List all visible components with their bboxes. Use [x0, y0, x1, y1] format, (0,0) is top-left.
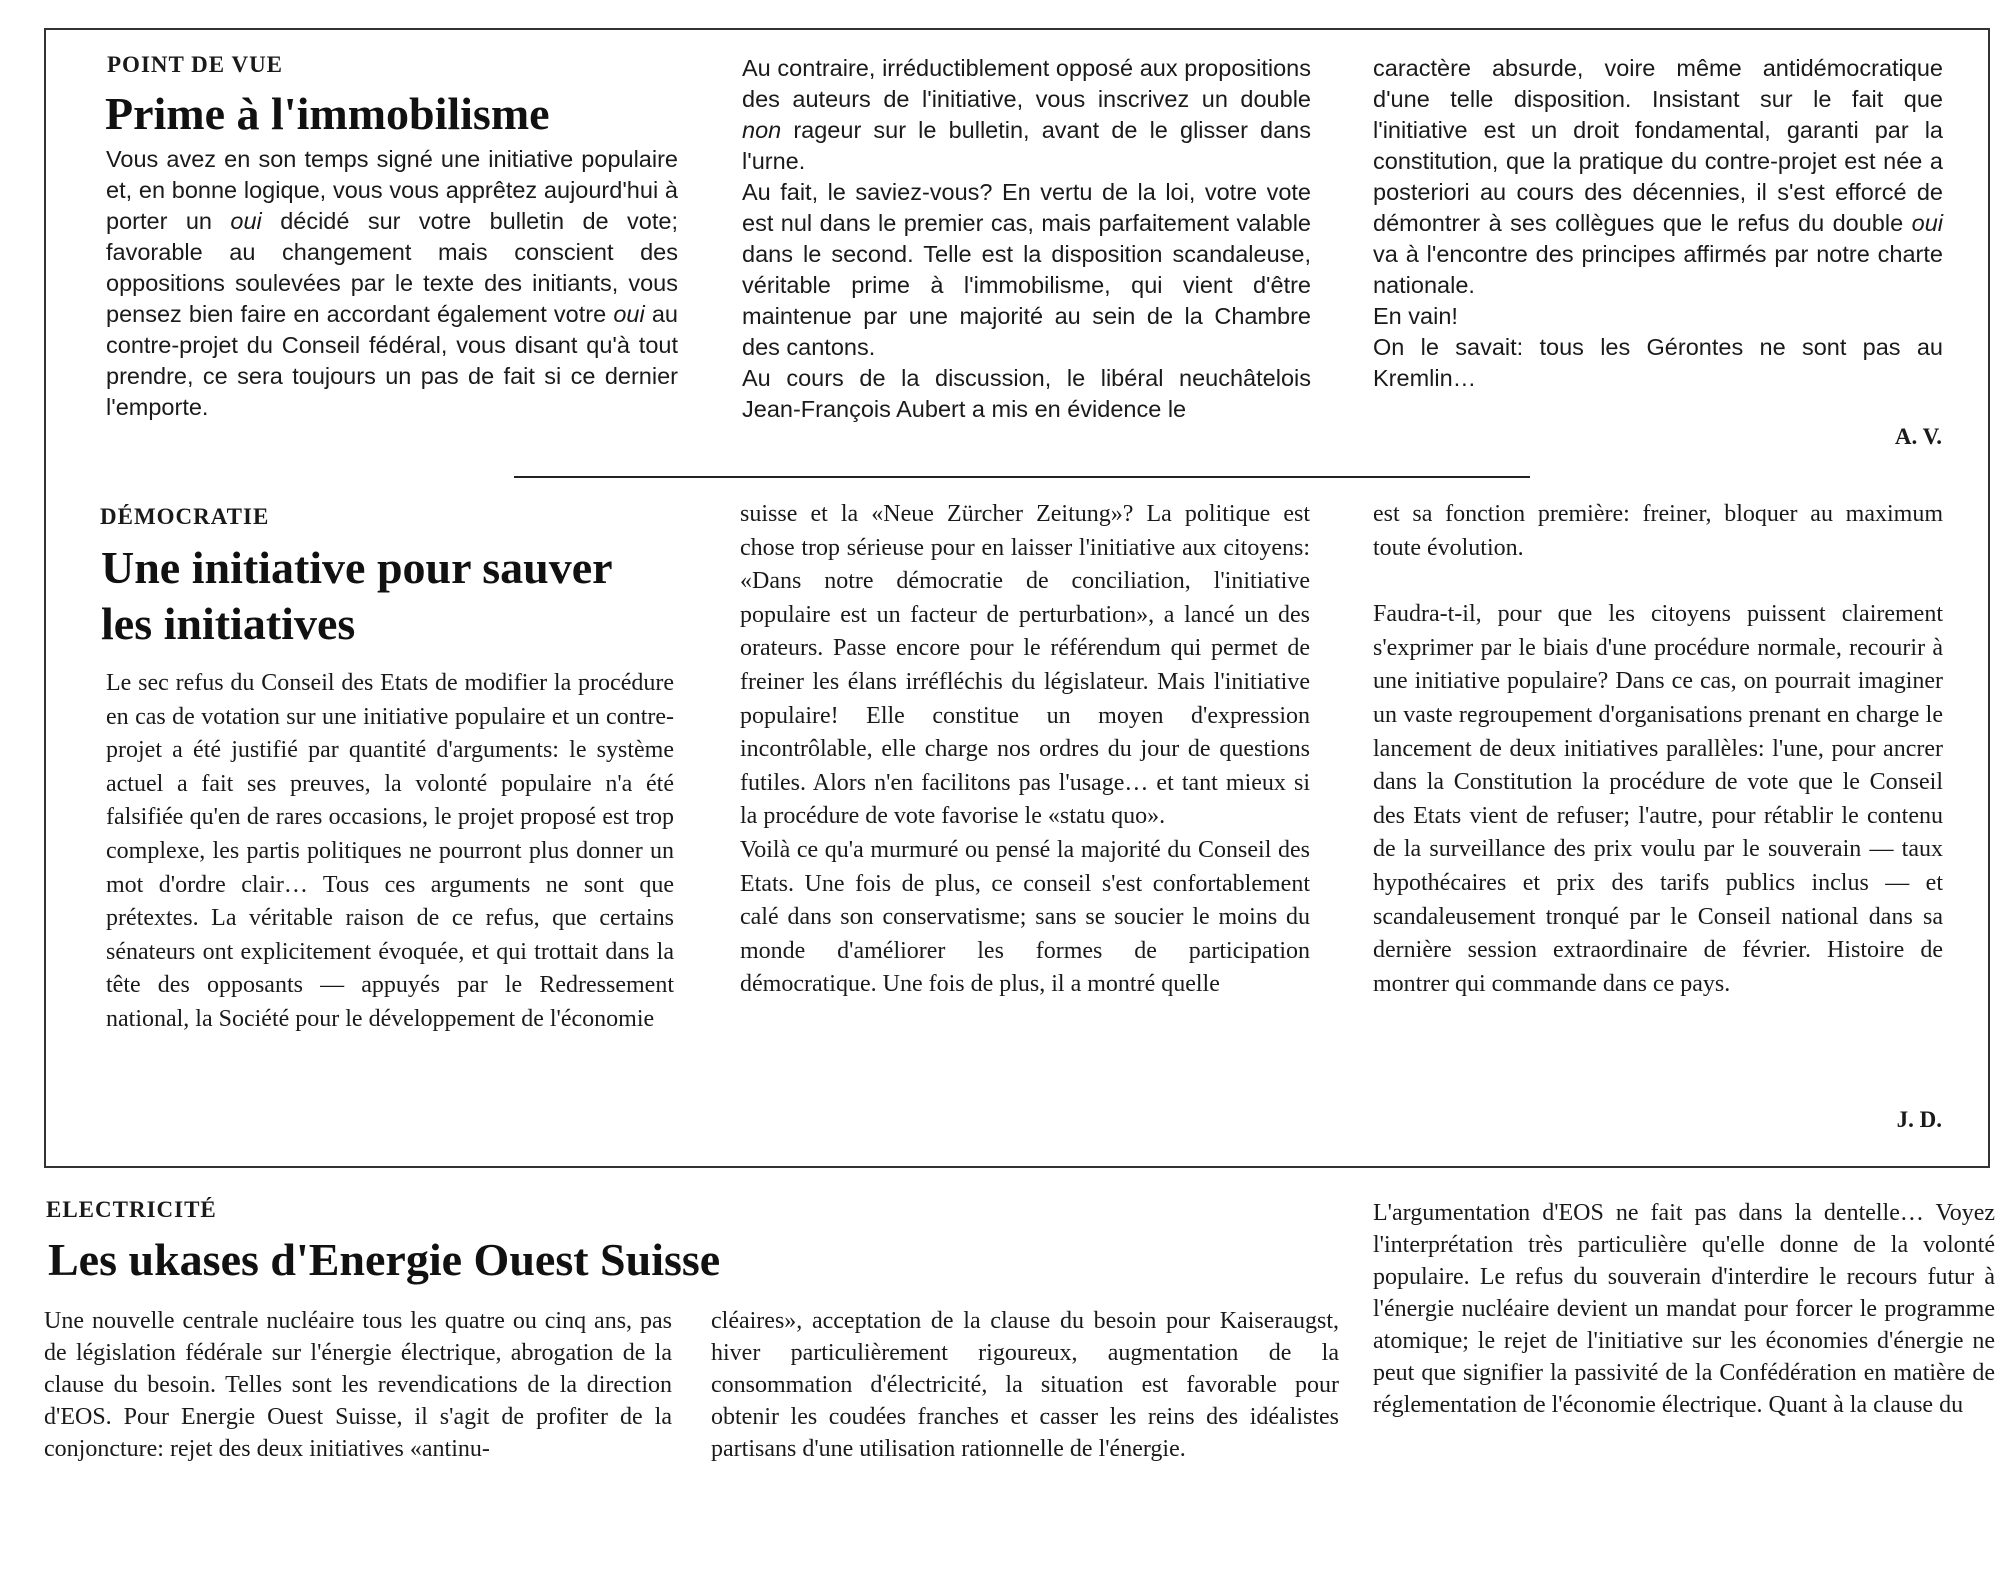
kicker-democratie: DÉMOCRATIE [100, 504, 270, 529]
divider-rule [514, 476, 1530, 478]
title-prime-immobilisme: Prime à l'immobilisme [105, 88, 550, 139]
article3-column-3: L'argumentation d'EOS ne fait pas dans la dentelle… Voyez l'interprétation très particulière qu'elle donne de la volonté populaire. Le refus du souverain d'interdire le recours futur à l'énergie nucléaire devient un mandat pour forcer le programme atomique; le rejet de l'initiative sur les économies d'énergie ne peut que signifier la passivité de la Confédération en matière de réglementation de l'économie électrique. Quant à la clause du [1373, 1200, 1995, 1418]
signature-jd: J. D. [1896, 1107, 1942, 1132]
article2-column-2: suisse et la «Neue Zürcher Zeitung»? La politique est chose trop sérieuse pour en laisser l'initiative aux citoyens: «Dans notre démocratie de conciliation, l'initiative populaire est un facteur de perturbation», a lancé un des orateurs. Passe encore pour le référendum qui permet de freiner les élans irréfléchis du législateur. Mais l'initiative populaire! Elle constitue un moyen d'expression incontrôlable, elle charge nos ordres du jour de questions futiles. Alors n'en facilitons pas l'usage… et tant mieux si la procédure de vote favorise le «statu quo». Voilà ce qu'a murmuré ou pensé la majorité du Conseil des Etats. Une fois de plus, ce conseil s'est confortablement calé dans son conservatisme; sans se soucier le moins du monde d'améliorer les formes de participation démocratique. Une fois de plus, il a montré quelle [740, 501, 1310, 998]
title-une-initiative [101, 540, 613, 652]
kicker-electricite: ELECTRICITÉ [46, 1197, 217, 1222]
article1-column-3: caractère absurde, voire même antidémocratique d'une telle disposition. Insistant sur le fait que l'initiative est un droit fondamental, garanti par la constitution, que la pratique du contre-projet est née a posteriori au cours des décennies, il s'est efforcé de démontrer à ses collègues que le refus du double oui va à l'encontre des principes affirmés par notre charte nationale. En vain! On le savait: tous les Gérontes ne sont pas au Kremlin… [1373, 55, 1943, 391]
title-les-ukases: Les ukases d'Energie Ouest Suisse [48, 1234, 721, 1285]
article1-column-2: Au contraire, irréductiblement opposé aux propositions des auteurs de l'initiative, vous inscrivez un double non rageur sur le bulletin, avant de le glisser dans l'urne. Au fait, le saviez-vous? En vertu de la loi, votre vote est nul dans le premier cas, mais parfaitement valable dans le second. Telle est la disposition scandaleuse, véritable prime à l'immobilisme, qui vient d'être maintenue par une majorité au sein de la Chambre des cantons. Au cours de la discussion, le libéral neuchâtelois Jean-François Aubert a mis en évidence le [742, 55, 1311, 422]
article2-column-3: est sa fonction première: freiner, bloquer au maximum toute évolution. Faudra-t-il, pour que les citoyens puissent clairement s'exprimer par le biais d'une procédure normale, recourir à une initiative populaire? Dans ce cas, on pourrait imaginer un vaste regroupement d'organisations prenant en charge le lancement de deux initiatives parallèles: l'une, pour ancrer dans la Constitution la procédure de vote que le Conseil des Etats vient de refuser; l'autre, pour rétablir le contenu de la surveillance des prix voulu par le souverain — taux hypothécaires et prix des tarifs publics inclus — et scandaleusement tronqué par le Conseil national dans sa dernière session extraordinaire de février. Histoire de montrer qui commande dans ce pays. [1373, 501, 1943, 997]
kicker-point-de-vue: POINT DE VUE [107, 52, 284, 77]
title-line-1: Une initiative pour sauver [101, 542, 613, 593]
signature-av: A. V. [1894, 424, 1942, 449]
article2-column-1: Le sec refus du Conseil des Etats de modifier la procédure en cas de votation sur une initiative populaire et un contre-projet a été justifié par quantité d'arguments: le système actuel a fait ses preuves, la volonté populaire n'a été falsifiée qu'en de rares occasions, le projet proposé est trop complexe, les partis politiques ne pourront plus donner un mot d'ordre clair… Tous ces arguments ne sont que prétextes. La véritable raison de ce refus, que certains sénateurs ont explicitement évoquée, et qui trottait dans la tête des opposants — appuyés par le Redressement national, la Société pour le développement de l'économie [106, 670, 674, 1032]
article3-column-2: cléaires», acceptation de la clause du besoin pour Kaiseraugst, hiver particulièrement rigoureux, augmentation de la consommation d'électricité, la situation est favorable pour obtenir les coudées franches et casser les reins des idéalistes partisans d'une utilisation rationnelle de l'énergie. [711, 1308, 1339, 1462]
article3-column-1: Une nouvelle centrale nucléaire tous les quatre ou cinq ans, pas de législation fédérale sur l'énergie électrique, abrogation de la clause du besoin. Telles sont les revendications de la direction d'EOS. Pour Energie Ouest Suisse, il s'agit de profiter de la conjoncture: rejet des deux initiatives «antinu- [44, 1308, 672, 1462]
article1-column-1: Vous avez en son temps signé une initiative populaire et, en bonne logique, vous vous apprêtez aujourd'hui à porter un oui décidé sur votre bulletin de vote; favorable au changement mais conscient des oppositions soulevées par le texte des initiants, vous pensez bien faire en accordant également votre oui au contre-projet du Conseil fédéral, vous disant qu'à tout prendre, ce sera toujours un pas de fait si ce dernier l'emporte. [106, 146, 679, 420]
title-line-2: les initiatives [101, 598, 356, 649]
